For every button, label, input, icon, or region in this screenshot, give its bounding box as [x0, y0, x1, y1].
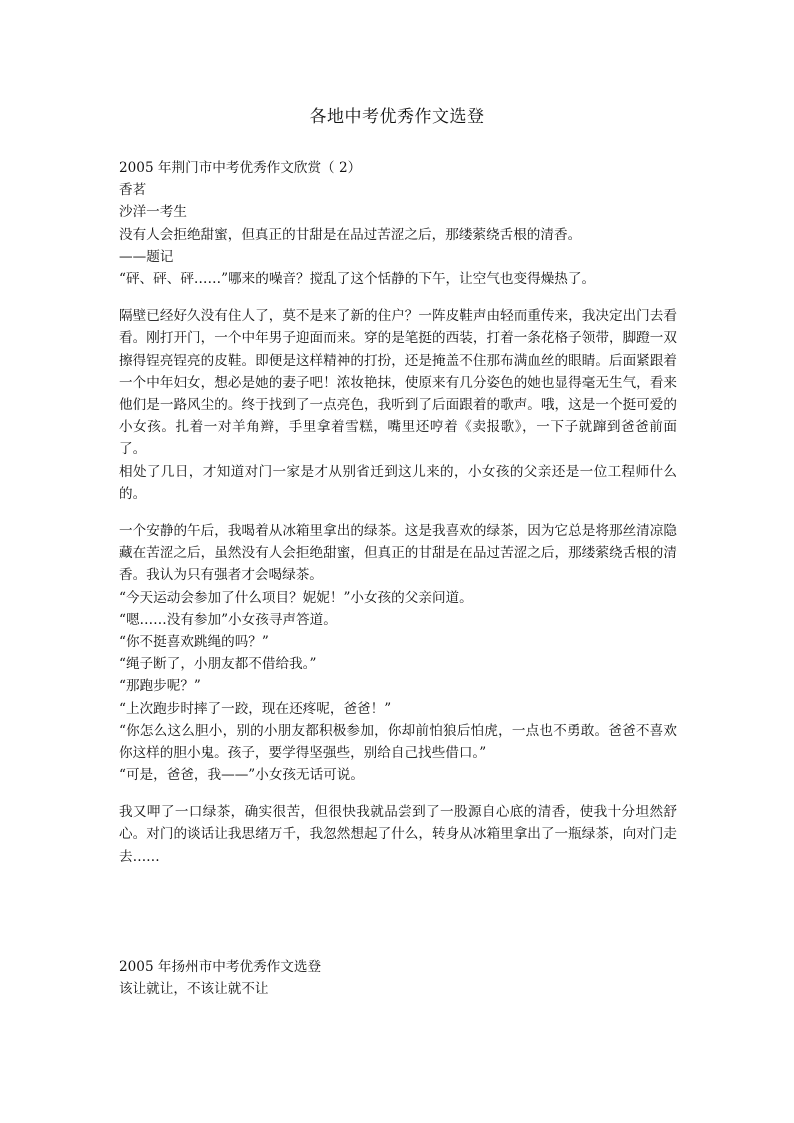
dialogue-line: “绳子断了，小朋友都不借给我。” [119, 656, 317, 673]
page-title: 各地中考优秀作文选登 [309, 107, 485, 127]
essay-title: 该让就让，不该让就不让 [119, 981, 269, 998]
article-heading: 2005 年扬州市中考优秀作文选登 [119, 958, 322, 975]
paragraph-gap [119, 290, 677, 305]
dialogue-line: “嗯……没有参加”小女孩寻声答道。 [119, 611, 337, 628]
dialogue-line: “那跑步呢？” [119, 678, 201, 695]
paragraph-gap [119, 786, 677, 801]
section-gap [119, 868, 677, 956]
dialogue-line: “今天运动会参加了什么项目？妮妮！”小女孩的父亲问道。 [119, 589, 473, 606]
essay-author: 沙洋一考生 [119, 204, 187, 221]
epigraph: 没有人会拒绝甜蜜，但真正的甘甜是在品过苦涩之后，那缕萦绕舌根的清香。 [119, 226, 582, 243]
paragraph-opening: “砰、砰、砰……”哪来的噪音？搅乱了这个恬静的下午，让空气也变得燥热了。 [119, 270, 596, 287]
epigraph-attribution: ——题记 [119, 248, 174, 265]
paragraph-gap [119, 505, 677, 520]
paragraph-green-tea: 一个安静的午后，我喝着从冰箱里拿出的绿茶。这是我喜欢的绿茶，因为它总是将那丝清凉隐藏在苦涩之后，虽然没有人会拒绝甜蜜，但真正的甘甜是在品过苦涩之后，那缕萦绕舌根的清香。我认为只有强者才会喝绿茶。 [119, 522, 677, 584]
paragraph-neighbors: 隔壁已经好久没有住人了，莫不是来了新的住户？一阵皮鞋声由轻而重传来，我决定出门去看看。刚打开门，一个中年男子迎面而来。穿的是笔挺的西装，打着一条花格子领带，脚蹬一双擦得锃亮锃亮的皮鞋。即便是这样精神的打扮，还是掩盖不住那布满血丝的眼睛。后面紧跟着一个中年妇女，想必是她的妻子吧！浓妆艳抹，使原来有几分姿色的她也显得毫无生气，看来他们是一路风尘的。终于找到了一点亮色，我听到了后面跟着的歌声。哦，这是一个挺可爱的小女孩。扎着一对羊角辫，手里拿着雪糕，嘴里还哼着《卖报歌》，一下子就蹿到爸爸前面了。 [119, 308, 677, 458]
paragraph-getting-acquainted: 相处了几日，才知道对门一家是才从别省迁到这儿来的，小女孩的父亲还是一位工程师什么的。 [119, 463, 677, 502]
dialogue-line: “可是，爸爸，我——”小女孩无话可说。 [119, 767, 364, 784]
dialogue-line: “上次跑步时摔了一跤，现在还疼呢，爸爸！” [119, 700, 392, 717]
dialogue-line: “你怎么这么胆小，别的小朋友都积极参加，你却前怕狼后怕虎，一点也不勇敢。爸爸不喜欢你这样的胆小鬼。孩子，要学得坚强些，别给自己找些借口。” [119, 722, 677, 761]
dialogue-line: “你不挺喜欢跳绳的吗？” [119, 633, 269, 650]
document-body [119, 157, 677, 1000]
paragraph-ending: 我又呷了一口绿茶，确实很苦，但很快我就品尝到了一股源自心底的清香，使我十分坦然舒心。对门的谈话让我思绪万千，我忽然想起了什么，转身从冰箱里拿出了一瓶绿茶，向对门走去…… [119, 804, 677, 865]
article-heading: 2005 年荆门市中考优秀作文欣赏（ 2） [119, 160, 362, 176]
essay-title: 香茗 [119, 182, 147, 199]
